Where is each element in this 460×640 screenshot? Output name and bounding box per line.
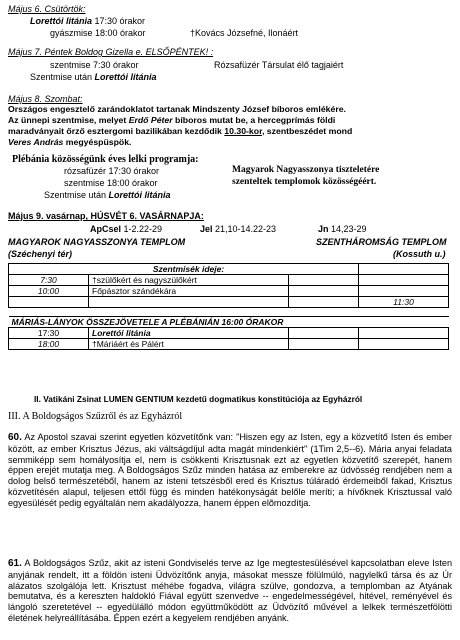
mass-table-title: Szentmisék ideje: — [89, 264, 289, 275]
mass-intention: Lorettói litánia — [89, 328, 289, 339]
mass-intention: †Máriáért és Pálért — [89, 339, 289, 350]
mass-intention: †szülőkért és nagyszülőkért — [89, 275, 289, 286]
church-left-location: (Széchenyi tér) — [8, 249, 73, 259]
reading-acts-label: ApCsel — [90, 224, 122, 234]
may8-homily-text-b: megyéspüspök. — [63, 137, 132, 147]
church-right-location: (Kossuth u.) — [393, 249, 446, 259]
may7-after-mass — [30, 72, 157, 83]
paragraph-60 — [8, 432, 452, 509]
table-row — [9, 297, 449, 308]
paragraph-61 — [8, 558, 452, 624]
may6-mass-line: gyászmise 18:00 órakor — [50, 28, 146, 38]
mass-time: 7:30 — [9, 275, 89, 286]
may6-mass-note: †Kovács Józsefné, Ilonáért — [190, 28, 299, 38]
may8-basilica-text-a: maradványait őrző esztergomi bazilikában kezdődik — [8, 126, 225, 136]
may8-basilica-text — [8, 126, 352, 137]
table-row — [9, 328, 449, 339]
document-heading: II. Vatikáni Zsinat LUMEN GENTIUM kezdetű dogmatikus konstitúciója az Egyházról — [34, 394, 363, 404]
may8-celebrant: Erdő Péter — [128, 115, 173, 125]
parish-rosary-line: rózsafüzér 17:30 órakor — [64, 166, 160, 176]
mass-time: 17:30 — [9, 328, 89, 339]
paragraph-60-number: 60. — [8, 432, 22, 443]
parish-dedication-line2: szenteltek templomok közösségéért. — [232, 177, 377, 187]
reading-john — [318, 224, 367, 235]
may8-pilgrimage-text: Országos engesztelő zarándoklatot tartanak Mindszenty József bíboros emlékére. — [8, 104, 346, 114]
may6-litany-line — [30, 16, 145, 27]
mass-table-title-row — [9, 264, 449, 275]
may7-litany-name: Lorettói litánia — [94, 72, 157, 82]
mass-intention — [89, 297, 289, 308]
may8-basilica-text-c: , szentbeszédet mond — [261, 126, 353, 136]
mass-time: 10:00 — [9, 286, 89, 297]
mass-schedule-table — [8, 263, 449, 350]
may8-mass-text — [8, 115, 335, 126]
parish-mass-line: szentmise 18:00 órakor — [64, 178, 158, 188]
mass-time — [9, 297, 89, 308]
paragraph-60-text: Az Apostol szavai szerint egyetlen közvetítőnk van: "Hiszen egy az Isten, egy a közvetítő Isten és ember között, az ember Krisztus Jézus, aki váltságdíjul adta magát mindenkiért" (1Tim 2,5--6). Mária anyai feladata semmiképp sem homályosítja el, nem is csökkenti Krisztusnak ezt az egyetlen közvetítő szerepét, hanem éppen erejét mutatja meg. A Boldogságos Szűz minden hatása az emberekre az üdvösség rendjében nem a dolog belső természetéből, hanem az isteni tetszésből ered és Krisztus túláradó érdemeiből fakad, Krisztus közvetítésén alapul, teljesen ettől függ és minden hatékonyságát belőle meríti; a hívőknek Krisztussal való egyesülését pedig egyáltalán nem akadályozza, hanem éppen elõmozdítja. — [8, 432, 452, 508]
reading-rev-ref: 21,10-14.22-23 — [212, 224, 277, 234]
church-right-name: SZENTHÁROMSÁG TEMPLOM — [316, 237, 447, 247]
marian-girls-meeting: MÁRIÁS-LÁNYOK ÖSSZEJÖVETELE A PLÉBÁNIÁN 16:00 ÓRAKOR — [9, 317, 449, 328]
reading-acts — [90, 224, 162, 235]
paragraph-61-text: A Boldogságos Szűz, akit az isteni Gondviselés terve az Ige megtestesülésével kapcsolatban eleve Isten anyjának rendelt, itt a földön isteni Üdvözítőnk anyja, másokat messze fölülmúló, nagylelkű társa és az Úr alázatos szolgálója lett. Krisztust méhébe fogadva, világra szülve, gondozva, a templomban az Atyának bemutatva, és a kereszten haldokló Fiával együtt szenvedve -- engedelmességével, hitével, reményével és lángoló szeretetével -- egyedülálló módon együttműködött az Üdvözítő művével a lelkek természetfölötti életének helyreállításába. Éppen ezért a kegyelem rendjében anyánk. — [8, 558, 452, 623]
mass-right-time — [359, 286, 449, 297]
parish-program-header: Plébánia közösségünk éves lelki programja: — [12, 154, 199, 165]
parish-dedication-line1: Magyarok Nagyasszonya tiszteletére — [232, 165, 380, 175]
reading-rev-label: Jel — [200, 224, 213, 234]
may6-header: Május 6. Csütörtök: — [8, 4, 86, 14]
reading-john-label: Jn — [318, 224, 329, 234]
may6-litany-time: 17:30 órakor — [92, 16, 146, 26]
table-row — [9, 286, 449, 297]
parish-after-mass — [44, 190, 171, 201]
parish-litany-name: Lorettói litánia — [108, 190, 171, 200]
may8-header: Május 8. Szombat: — [8, 94, 83, 104]
reading-rev — [200, 224, 276, 235]
mass-right-time — [359, 275, 449, 286]
mass-intention: Főpásztor szándékára — [89, 286, 289, 297]
reading-acts-ref: 1-2.22-29 — [121, 224, 163, 234]
may8-start-time: 10.30-kor — [224, 126, 262, 136]
may8-homily-text — [8, 137, 131, 148]
may7-after-mass-prefix: Szentmise után — [30, 72, 95, 82]
table-row — [9, 275, 449, 286]
marian-girls-row — [9, 317, 449, 328]
may6-litany-name: Lorettói litánia — [30, 16, 93, 26]
may7-header: Május 7. Péntek Boldog Gizella e. ELSŐPÉNTEK! : — [8, 47, 214, 57]
may9-header: Május 9. vasárnap, HÚSVÉT 6. VASÁRNAPJA: — [8, 211, 204, 221]
table-row — [9, 339, 449, 350]
may8-mass-text-a: Az ünnepi szentmise, melyet — [8, 115, 129, 125]
parish-after-mass-prefix: Szentmise után — [44, 190, 109, 200]
may7-mass-line: szentmise 7:30 órakor — [50, 60, 139, 70]
reading-john-ref: 14,23-29 — [328, 224, 367, 234]
chapter-title: III. A Boldogságos Szűzről és az Egyházról — [8, 411, 183, 422]
paragraph-61-number: 61. — [8, 558, 22, 569]
mass-time: 18:00 — [9, 339, 89, 350]
mass-right-time: 11:30 — [359, 297, 449, 308]
may8-bishop-name: Veres András — [8, 137, 64, 147]
may8-mass-text-c: bíboros mutat be, a hercegprímás földi — [172, 115, 336, 125]
may7-mass-note: Rózsafüzér Társulat élő tagjaiért — [214, 60, 344, 70]
church-left-name: MAGYAROK NAGYASSZONYA TEMPLOM — [8, 237, 186, 247]
